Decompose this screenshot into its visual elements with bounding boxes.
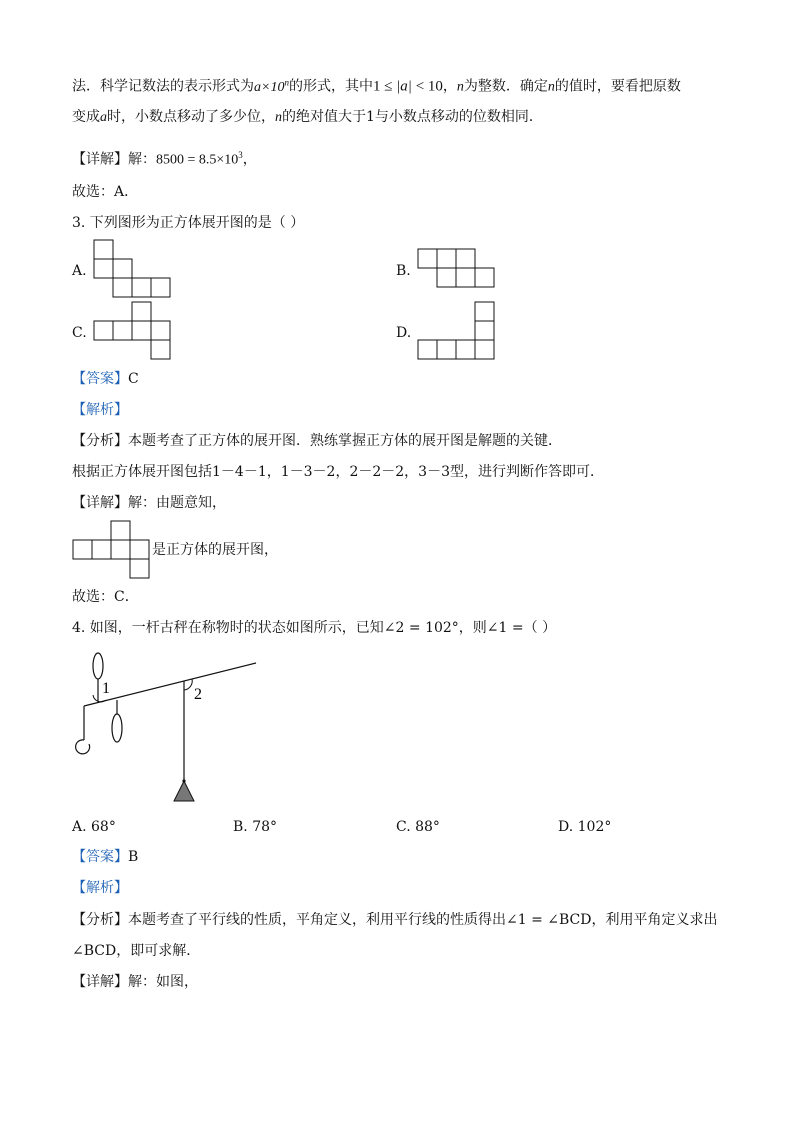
math-abs: |a| [396,78,412,95]
q3-option-d-label: D. [396,325,412,341]
q3-option-d-net [418,302,498,360]
q3-solution-net [73,521,153,579]
q3-fenxi [72,432,562,450]
q4-option-d: D. 102° [558,819,612,835]
text-seg: 的绝对值大于1与小数点移动的位数相同． [282,109,543,125]
para-line-2 [72,108,543,127]
fenxi-text: 本题考查了正方体的展开图．熟练掌握正方体的展开图是解题的关键． [128,433,562,449]
angle-2-label: 2 [194,686,202,703]
detail-label: 【详解】 [72,151,128,168]
answer-line-1: 故选：A． [72,184,139,200]
q3-conclusion: 故选：C． [72,589,139,605]
math-n: n [456,79,464,95]
text-seg: 的值时，要看把原数 [554,78,681,95]
q4-fenxi-continued: ∠BCD，即可求解． [72,943,201,959]
text-seg: ， [242,151,257,168]
q4-option-b: B. 78° [233,819,278,835]
q3-basis: 根据正方体展开图包括1－4－1，1－3－2，2－2－2，3－3型，进行判断作答即可． [72,464,604,480]
math-exp: n [284,77,289,87]
lower-ring [112,714,122,742]
weight-triangle [174,781,194,801]
detail-label: 【详解】 [72,974,128,990]
text-seg: 变成 [72,109,100,125]
math-n: n [275,110,282,125]
answer-label: 【答案】 [72,371,128,387]
hook-curve [76,740,90,754]
q3-option-c-label: C. [72,325,87,341]
text-seg: 法．科学记数法的表示形式为 [72,78,254,95]
answer-value: C [128,371,139,387]
math-a: a [100,110,107,125]
q4-answer [72,848,138,866]
detail-line-1 [72,146,257,170]
q3-stem: 3. 下列图形为正方体展开图的是（ ） [72,215,305,231]
math-n: n [547,79,555,95]
math-seg: < 10 [411,78,443,95]
detail-label: 【详解】 [72,495,128,511]
math-a-times-10-n [254,77,289,95]
fenxi-label: 【分析】 [72,433,128,449]
top-ring [93,653,103,679]
q3-detail [72,494,226,512]
q4-option-a: A. 68° [72,819,116,835]
q3-option-c-net [94,302,174,360]
math-expression: 8500 = 8.5×10 [156,152,239,168]
q4-analysis-label: 【解析】 [72,880,128,896]
angle-1-label: 1 [102,680,110,697]
text-seg: 时，小数点移动了多少位， [107,109,275,125]
q4-fenxi [72,911,717,929]
math-seg: 1 ≤ [372,78,397,95]
text-seg: ， [442,78,457,95]
detail-text: 解：如图， [128,974,198,990]
weight-knot [182,779,185,782]
answer-label: 【答案】 [72,849,128,865]
q3-option-b-net [418,249,498,289]
text-seg: 解： [128,151,156,168]
answer-value: B [128,849,139,865]
detail-text: 解：由题意知， [128,495,226,511]
text-seg: 为整数．确定 [463,78,548,95]
fenxi-text: 本题考查了平行线的性质，平角定义，利用平行线的性质得出∠1 = ∠BCD，利用平角定义求出 [128,912,718,928]
fenxi-label: 【分析】 [72,912,128,928]
para-line-1 [72,73,681,97]
q3-option-a-label: A. [72,263,87,279]
q3-answer [72,370,139,388]
q4-steelyard-figure [70,648,270,808]
text-seg: 的形式，其中 [288,78,373,95]
math-exp: 3 [238,150,243,160]
q3-option-b-label: B. [396,263,411,279]
math-inequality [373,79,443,95]
math-base: a×10 [254,79,285,95]
q3-option-a-net [94,240,174,298]
q3-figure-caption: 是正方体的展开图， [152,542,278,558]
q4-stem: 4. 如图，一杆古秤在称物时的状态如图所示，已知∠2 = 102°，则∠1 =（ ） [72,620,557,636]
q4-option-c: C. 88° [396,819,440,835]
q3-analysis-label: 【解析】 [72,402,128,418]
q4-detail [72,973,198,991]
